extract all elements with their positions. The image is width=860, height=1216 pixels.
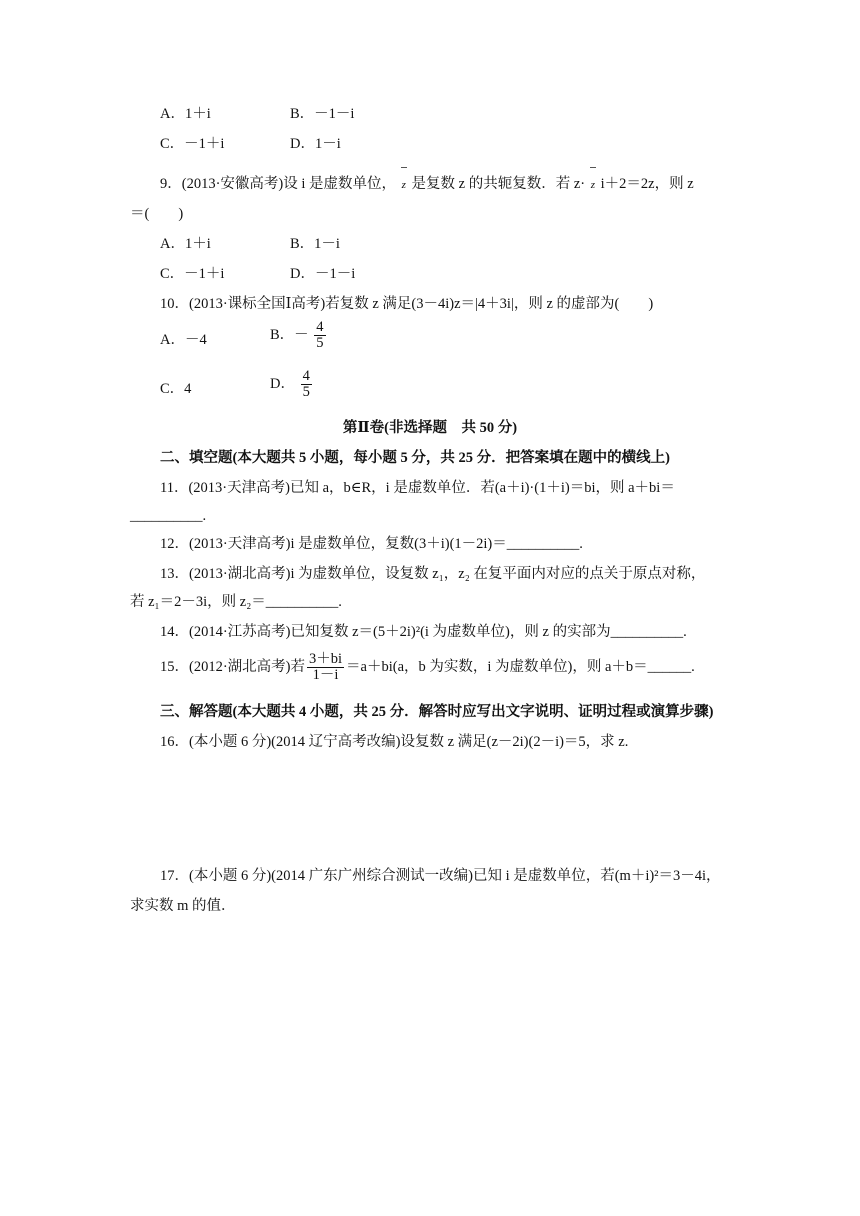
conjugate-z-symbol: z [400, 175, 408, 195]
q13-line2: 若 z₁＝2－3i，则 z₂＝__________. [130, 594, 342, 610]
q9-stem-line1 [160, 174, 694, 195]
q11-line1: 11．(2013·天津高考)已知 a，b∈R，i 是虚数单位．若(a＋i)·(1＋i)＝bi，则 a＋bi＝ [160, 480, 675, 496]
q9-stem-part1: 9．(2013·安徽高考)设 i 是虚数单位， [160, 176, 397, 192]
q16-text: 16．(本小题 6 分)(2014 辽宁高考改编)设复数 z 满足(z－2i)(2－i)＝5，求 z. [160, 734, 629, 750]
q13-line1: 13．(2013·湖北高考)i 为虚数单位，设复数 z₁，z₂ 在复平面内对应的点关于原点对称， [160, 566, 706, 582]
q9-option-b: B．1－i [290, 236, 340, 252]
q10-option-a: A．－4 [160, 332, 207, 348]
q8-option-d: D．1－i [290, 136, 341, 152]
q10-option-c: C．4 [160, 381, 192, 397]
part2-title: 第Ⅱ卷(非选择题 共 50 分) [342, 420, 518, 436]
q9-stem-line2: ＝( ) [130, 206, 184, 222]
fraction-denominator: 5 [302, 384, 310, 400]
q12-text: 12．(2013·天津高考)i 是虚数单位，复数(3＋i)(1－2i)＝__________. [160, 536, 583, 552]
q10-option-b [270, 320, 328, 351]
q9-stem-part2: 是复数 z 的共轭复数．若 z· [411, 176, 586, 192]
section2-heading: 二、填空题(本大题共 5 小题，每小题 5 分，共 25 分．把答案填在题中的横线上) [160, 450, 670, 466]
q10-stem: 10．(2013·课标全国Ⅰ高考)若复数 z 满足(3－4i)z＝|4＋3i|，则 z 的虚部为( ) [160, 296, 654, 312]
q17-line2: 求实数 m 的值． [130, 898, 236, 914]
q14-text: 14．(2014·江苏高考)已知复数 z＝(5＋2i)²(i 为虚数单位)，则 z 的实部为__________. [160, 624, 687, 640]
q10-option-d-prefix: D． [270, 375, 295, 392]
fraction-denominator: 5 [316, 335, 324, 351]
q9-stem-part3: i＋2＝2z，则 z [600, 176, 694, 192]
q15-prefix: 15．(2012·湖北高考)若 [160, 658, 305, 675]
q9-option-d: D．－1－i [290, 266, 356, 282]
fraction-numerator: 4 [316, 319, 324, 335]
fraction-numerator: 3＋bi [309, 651, 343, 667]
q15-fraction [307, 652, 344, 683]
q8-option-c: C．－1＋i [160, 136, 225, 152]
q8-option-a: A．1＋i [160, 106, 211, 122]
q10-option-b-prefix: B．－ [270, 326, 309, 343]
q10-option-d [270, 369, 314, 400]
q15-suffix: ＝a＋bi(a，b 为实数，i 为虚数单位)，则 a＋b＝______. [346, 658, 695, 675]
fraction-numerator: 4 [302, 368, 310, 384]
q15-text [160, 652, 695, 683]
q10-option-d-fraction [301, 369, 312, 400]
q9-option-c: C．－1＋i [160, 266, 225, 282]
fraction-denominator: 1－i [312, 667, 339, 683]
section3-heading: 三、解答题(本大题共 4 小题，共 25 分．解答时应写出文字说明、证明过程或演算步骤) [160, 704, 714, 720]
q9-option-a: A．1＋i [160, 236, 211, 252]
q11-answer-blank: __________. [130, 508, 207, 524]
conjugate-z-symbol-2: z [589, 175, 597, 195]
q17-line1: 17．(本小题 6 分)(2014 广东广州综合测试一改编)已知 i 是虚数单位，若(m＋i)²＝3－4i， [160, 868, 721, 884]
q8-option-b: B．－1－i [290, 106, 355, 122]
q10-option-b-fraction [314, 320, 325, 351]
